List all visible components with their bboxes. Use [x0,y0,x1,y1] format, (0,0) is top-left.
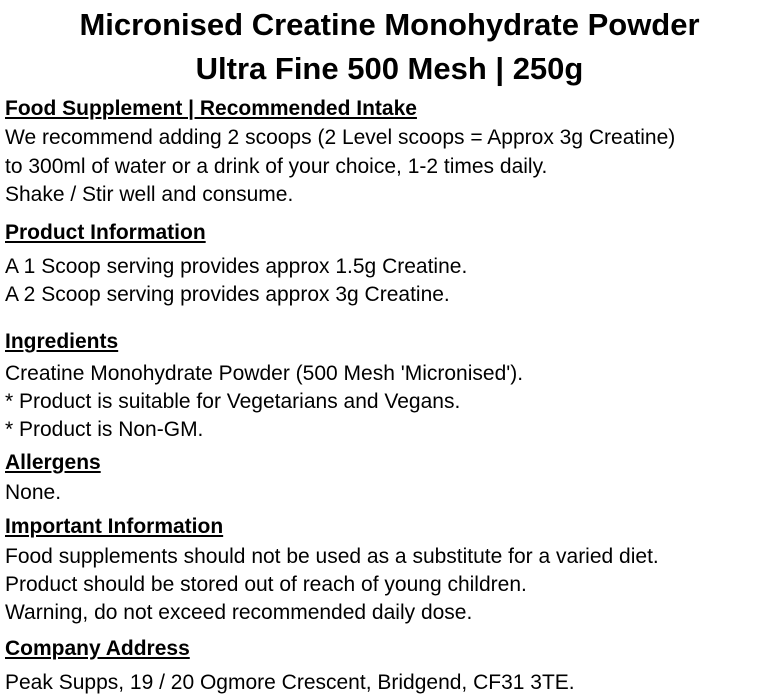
allergens-line: None. [5,481,62,504]
company-address-line: Peak Supps, 19 / 20 Ogmore Crescent, Bridgend, CF31 3TE. [5,671,575,694]
product-title-line-2: Ultra Fine 500 Mesh | 250g [195,51,584,86]
product-information-line: A 2 Scoop serving provides approx 3g Creatine. [5,283,450,306]
product-information-line: A 1 Scoop serving provides approx 1.5g Creatine. [5,255,468,278]
heading-important-information: Important Information [5,515,224,538]
heading-allergens: Allergens [5,451,101,474]
recommended-intake-line: We recommend adding 2 scoops (2 Level scoops = Approx 3g Creatine) [5,126,676,149]
heading-recommended-intake: Food Supplement | Recommended Intake [5,97,417,120]
product-title-line-1: Micronised Creatine Monohydrate Powder [79,7,700,42]
heading-product-information: Product Information [5,221,206,244]
recommended-intake-line: to 300ml of water or a drink of your choice, 1-2 times daily. [5,155,548,178]
heading-company-address: Company Address [5,637,190,660]
recommended-intake-line: Shake / Stir well and consume. [5,183,294,206]
heading-ingredients: Ingredients [5,330,119,353]
important-information-line: Warning, do not exceed recommended daily dose. [5,601,473,624]
important-information-line: Product should be stored out of reach of young children. [5,573,527,596]
important-information-line: Food supplements should not be used as a substitute for a varied diet. [5,545,659,568]
ingredients-line: * Product is suitable for Vegetarians and Vegans. [5,390,461,413]
ingredients-line: Creatine Monohydrate Powder (500 Mesh 'Micronised'). [5,362,524,385]
ingredients-line: * Product is Non-GM. [5,418,204,441]
